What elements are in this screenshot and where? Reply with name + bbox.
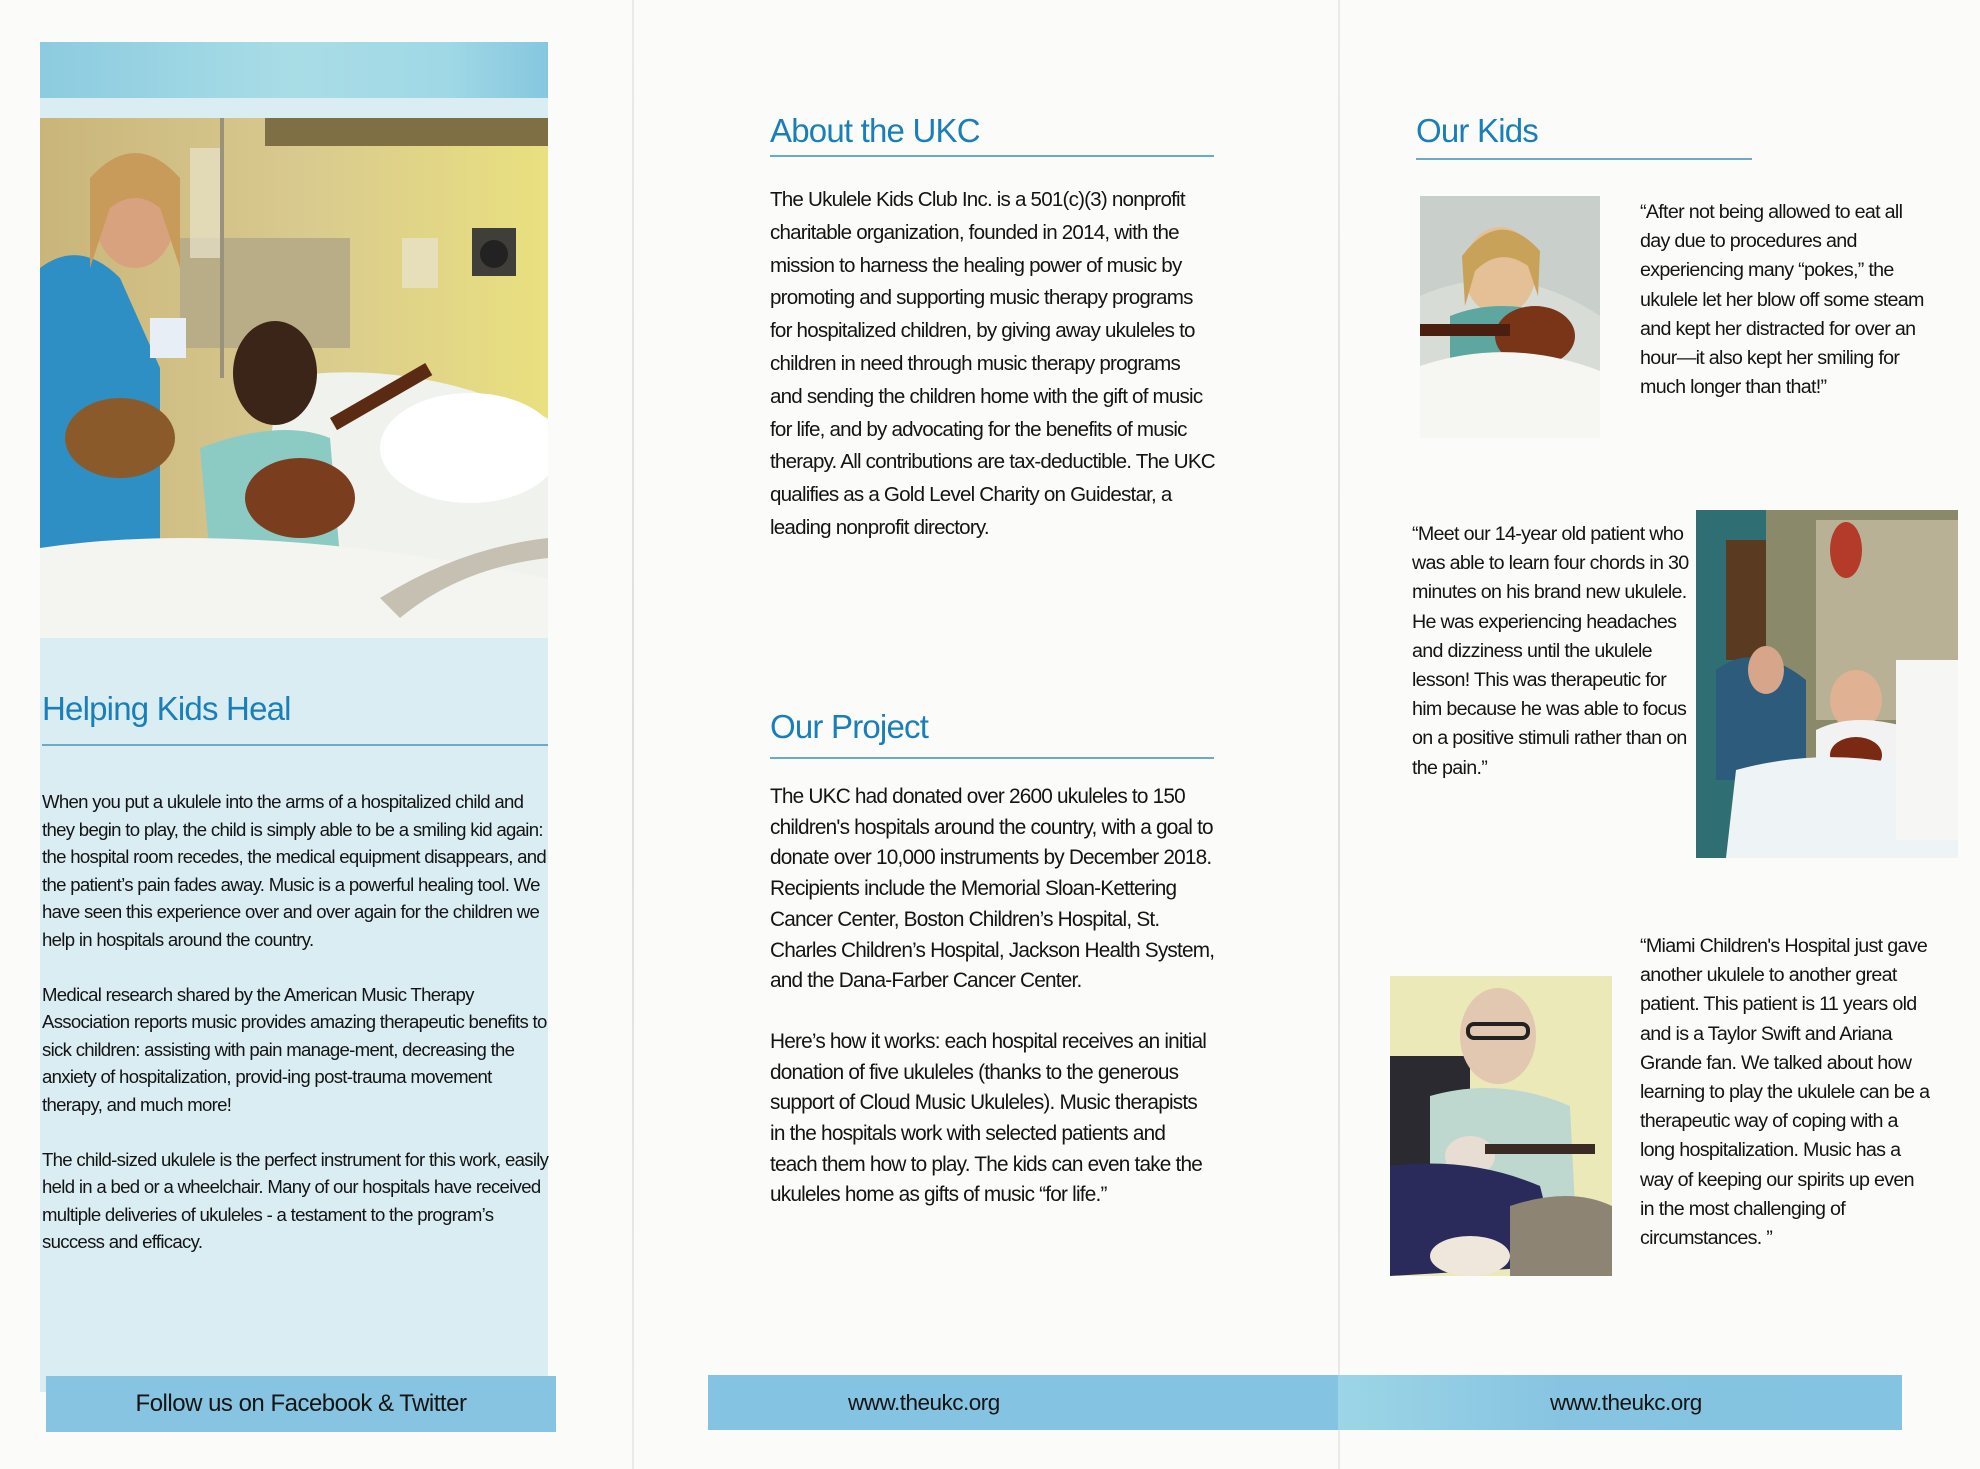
website-banner[interactable] bbox=[1338, 1375, 1902, 1430]
kid-quote-1: “After not being allowed to eat all day due to procedures and experiencing many “pokes,” the ukulele let her blow off some steam and kept her distracted for over an hour—it also kept her smiling for much longer than that!” bbox=[1640, 201, 1924, 399]
fold-line bbox=[632, 0, 634, 1469]
paragraph: When you put a ukulele into the arms of a hospitalized child and they begin to play, the child is simply able to be a smiling kid again: the hospital room recedes, the medical equipment disappears, and the patient’s pain fades away. Music is a powerful healing tool. We have seen this experience over and over again for the children we help in hospitals around the country. bbox=[42, 791, 547, 950]
our-project-heading: Our Project bbox=[770, 708, 929, 745]
kid-quote-2: “Meet our 14-year old patient who was able to learn four chords in 30 minutes on his brand new ukulele. He was experiencing headaches and dizziness until the ukulele lesson! This was therapeutic for him because he was able to focus on a positive stimuli rather than on the pain.” bbox=[1412, 523, 1689, 779]
paragraph: The Ukulele Kids Club Inc. is a 501(c)(3) nonprofit charitable organization, founded in 2014, with the mission to harness the healing power of music by promoting and supporting music therapy programs for hospitalized children, by giving away ukuleles to children in need through music therapy programs and sending the children home with the gift of music for life, and by advocating for the benefits of music therapy. All contributions are tax-deductible. The UKC qualifies as a Gold Level Charity on Guidestar, a leading nonprofit directory. bbox=[770, 188, 1215, 539]
follow-us-banner[interactable] bbox=[46, 1376, 556, 1432]
paragraph: The child-sized ukulele is the perfect instrument for this work, easily held in a bed or a wheelchair. Many of our hospitals have received multiple deliveries of ukuleles - a testament to the program’s success and efficacy. bbox=[42, 1148, 549, 1253]
follow-us-label: Follow us on Facebook & Twitter bbox=[135, 1390, 467, 1417]
paragraph: The UKC had donated over 2600 ukuleles to 150 children's hospitals around the country, with a goal to donate over 10,000 instruments by December 2018. Recipients include the Memorial Sloan-Kettering Cancer Center, Boston Children’s Hospital, St. Charles Children’s Hospital, Jackson Health System, and the Dana-Farber Cancer Center. bbox=[770, 785, 1215, 993]
helping-kids-heal-heading: Helping Kids Heal bbox=[42, 690, 291, 727]
website-link[interactable]: www.theukc.org bbox=[1550, 1389, 1702, 1415]
therapist-and-teen-with-ukuleles-photo bbox=[1696, 510, 1958, 858]
top-color-band bbox=[40, 42, 548, 98]
heading-underline bbox=[1416, 158, 1752, 160]
child-with-glasses-playing-ukulele-photo bbox=[1390, 976, 1612, 1276]
paragraph: Medical research shared by the American Music Therapy Association reports music provides amazing therapeutic benefits to sick children: assisting with pain manage-ment, decreasing the anxiety of hospitalization, provid-ing post-trauma movement therapy, and much more! bbox=[42, 983, 547, 1115]
fold-line bbox=[1338, 0, 1340, 1469]
heading-underline bbox=[42, 744, 548, 746]
our-kids-heading: Our Kids bbox=[1416, 112, 1538, 149]
nurse-and-boy-with-ukuleles-photo bbox=[40, 118, 548, 638]
heading-underline bbox=[770, 155, 1214, 157]
website-link[interactable]: www.theukc.org bbox=[848, 1389, 1000, 1415]
paragraph: Here’s how it works: each hospital receives an initial donation of five ukuleles (thanks to the generous support of Cloud Music Ukuleles). Music therapists in the hospitals work with selected patients and teach them how to play. The kids can even take the ukuleles home as gifts of music “for life.” bbox=[770, 1029, 1207, 1207]
our-project-text bbox=[770, 782, 1215, 1211]
kid-quote-3: “Miami Children's Hospital just gave another ukulele to another great patient. This patient is 11 years old and is a Taylor Swift and Ariana Grande fan. We talked about how learning to play the ukulele can be a therapeutic way of coping with a long hospitalization. Music has a way of keeping our spirits up even in the most challenging of circumstances. ” bbox=[1640, 935, 1930, 1250]
girl-with-ukulele-in-bed-photo bbox=[1420, 196, 1600, 438]
helping-kids-heal-text bbox=[42, 788, 552, 1256]
about-heading: About the UKC bbox=[770, 112, 980, 149]
about-text bbox=[770, 184, 1215, 545]
website-banner[interactable] bbox=[708, 1375, 1338, 1430]
heading-underline bbox=[770, 757, 1214, 759]
